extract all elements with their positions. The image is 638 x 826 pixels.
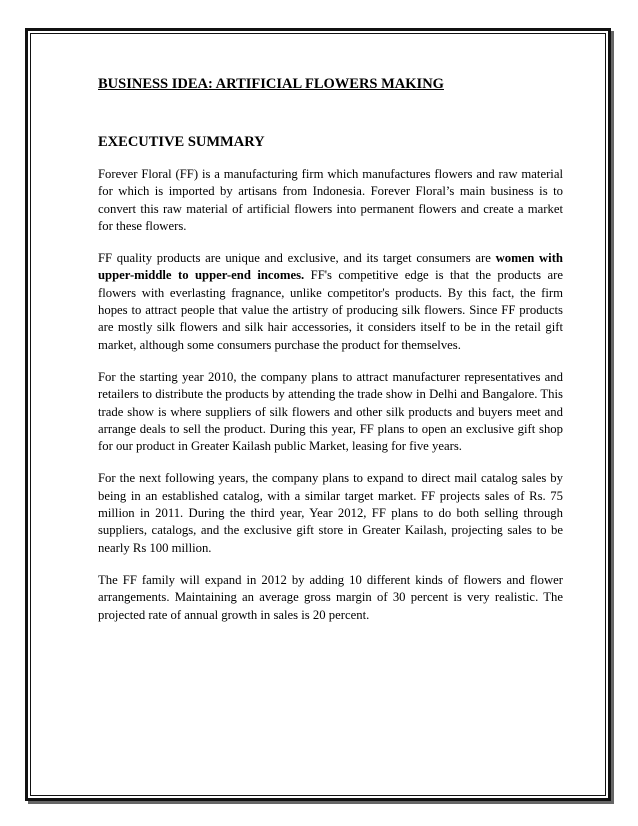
paragraph-2 [98,250,563,354]
paragraph-3: For the starting year 2010, the company plans to attract manufacturer representatives and retailers to distribute the products by attending the trade show in Delhi and Bangalore. This trade show is where suppliers of silk flowers and other silk products and buyers meet and arrange deals to sell the product. During this year, FF plans to open an exclusive gift shop for our product in Greater Kailash public Market, leasing for five years. [98,369,563,454]
paragraph-5: The FF family will expand in 2012 by adding 10 different kinds of flowers and flower arrangements. Maintaining an average gross margin of 30 percent is very realistic. The projected rate of annual growth in sales is 20 percent. [98,572,563,622]
section-heading-executive-summary: EXECUTIVE SUMMARY [98,134,265,150]
paragraph-4: For the next following years, the company plans to expand to direct mail catalog sales by being in an established catalog, with a similar target market. FF projects sales of Rs. 75 million in 2011. During the third year, Year 2012, FF plans to do both selling through suppliers, catalogs, and the exclusive gift store in Greater Kailash, projecting sales to be nearly Rs 100 million. [98,471,563,555]
document-title: BUSINESS IDEA: ARTIFICIAL FLOWERS MAKING [98,76,444,92]
paragraph-2-bold-phrase: women with upper-middle to upper-end incomes. [98,251,563,283]
paragraph-1: Forever Floral (FF) is a manufacturing firm which manufactures flowers and raw material for which is imported by artisans from Indonesia. Forever Floral’s main business is to convert this raw material of artificial flowers into permanent flowers and create a market for these flowers. [98,167,563,233]
document-content [98,74,563,624]
paragraph-2-text-start: FF quality products are unique and exclusive, and its target consumers are [98,251,496,266]
paragraph-2-text-end: FF's competitive edge is that the products are flowers with everlasting fragnance, unlike competitor's products. By this fact, the firm hopes to attract people that value the artistry of producing silk flowers. Since FF products are mostly silk flowers and silk hair accessories, it considers itself to be in the retail gift market, although some consumers purchase the product for themselves. [98,268,563,352]
